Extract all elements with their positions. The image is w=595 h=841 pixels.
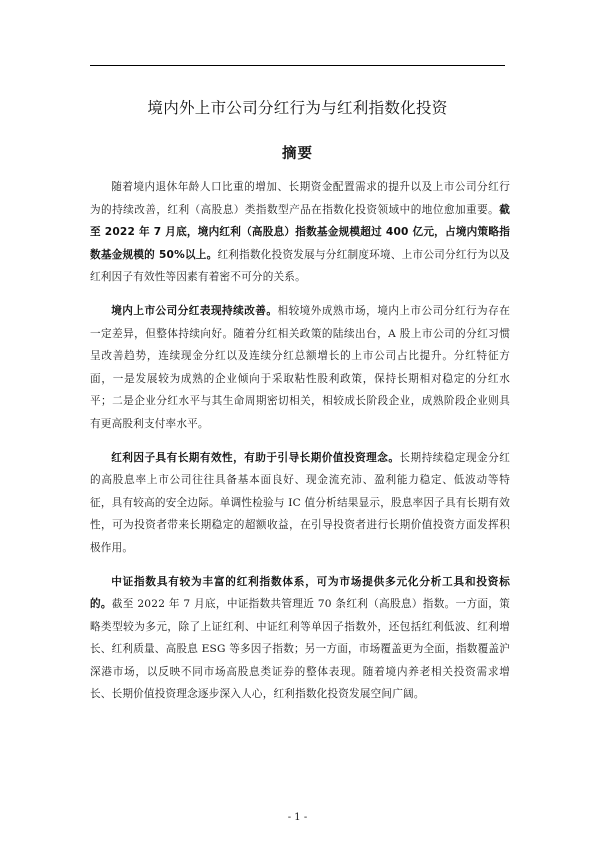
paragraph-highlight: 中证指数具有较为丰富的红利指数体系，可为市场提供多元化分析工具和投资标的。 <box>90 575 510 611</box>
abstract-paragraph-1 <box>90 176 510 289</box>
paragraph-text: 相较境外成熟市场，境内上市公司分红行为存在一定差异，但整体持续向好。随着分红相关政策的陆续出台，A 股上市公司的分红习惯呈改善趋势，连续现金分红以及连续分红总额增长的上市公司占比提升。分红特征方面，一是发展较为成熟的企业倾向于采取粘性股利政策，保持长期相对稳定的分红水平；二是企业分红水平与其生命周期密切相关，相较成长阶段企业，成熟阶段企业则具有更高股利支付率水平。 <box>90 304 510 430</box>
abstract-paragraph-3 <box>90 447 510 560</box>
abstract-heading: 摘要 <box>282 146 313 162</box>
paragraph-text: 红利指数化投资发展与分红制度环境、上市公司分红行为以及红利因子有效性等因素有着密不可分的关系。 <box>90 248 510 284</box>
abstract-body <box>90 176 510 706</box>
document-title: 境内外上市公司分红行为与红利指数化投资 <box>147 99 448 117</box>
paragraph-text: 随着境内退休年龄人口比重的增加、长期资金配置需求的提升以及上市公司分红行为的持续改善，红利（高股息）类指数型产品在指数化投资领域中的地位愈加重要。 <box>90 181 510 216</box>
header-rule <box>90 65 505 66</box>
paragraph-highlight: 截至 2022 年 7 月底，境内红利（高股息）指数基金规模超过 400 亿元，占境内策略指数基金规模的 50%以上。 <box>90 203 510 261</box>
paragraph-text: 截至 2022 年 7 月底，中证指数共管理近 70 条红利（高股息）指数。一方面，策略类型较为多元，除了上证红利、中证红利等单因子指数外，还包括红利低波、红利增长、红利质量、高股息 ESG 等多因子指数；另一方面，市场覆盖更为全面，指数覆盖沪深港市场，以反映不同市场高股息类证券的整体表现。随着境内养老相关投资需求增长、长期价值投资理念逐步深入人心，红利指数化投资发展空间广阔。 <box>90 598 510 701</box>
paragraph-highlight: 红利因子具有长期有效性，有助于引导长期价值投资理念。 <box>111 451 400 464</box>
paragraph-highlight: 境内上市公司分红表现持续改善。 <box>111 304 278 317</box>
abstract-paragraph-2 <box>90 300 510 436</box>
abstract-paragraph-4 <box>90 571 510 707</box>
paragraph-text: 长期持续稳定现金分红的高股息率上市公司往往具备基本面良好、现金流充沛、盈利能力稳定、低波动等特征，具有较高的安全边际。单调性检验与 IC 值分析结果显示，股息率因子具有长期有效性，可为投资者带来长期稳定的超额收益，在引导投资者进行长期价值投资方面发挥积极作用。 <box>90 451 511 554</box>
page-number: - 1 - <box>287 812 308 823</box>
